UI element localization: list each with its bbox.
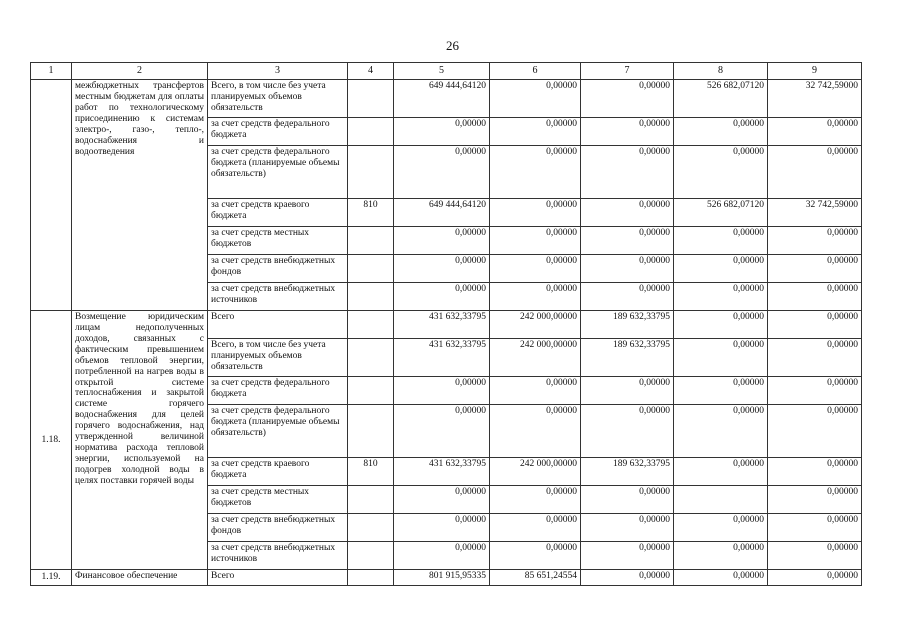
value-col-7: 0,00000 xyxy=(581,405,674,458)
column-header: 1 xyxy=(31,63,72,80)
value-col-8: 0,00000 xyxy=(674,377,768,405)
funding-source: за счет средств местных бюджетов xyxy=(208,227,348,255)
value-col-6: 0,00000 xyxy=(490,255,581,283)
funding-source: Всего xyxy=(208,311,348,339)
value-col-5: 0,00000 xyxy=(394,255,490,283)
item-description: межбюджетных трансфертов местным бюджетам для оплаты работ по технологическому присоединению к системам электро-, газо-, тепло-, водоснабжения и водоотведения xyxy=(72,80,208,311)
value-col-5: 0,00000 xyxy=(394,514,490,542)
value-col-6: 0,00000 xyxy=(490,80,581,118)
budget-code xyxy=(348,311,394,339)
value-col-6: 0,00000 xyxy=(490,514,581,542)
value-col-9: 0,00000 xyxy=(768,227,862,255)
value-col-8: 0,00000 xyxy=(674,146,768,199)
funding-source: за счет средств федерального бюджета (планируемые объемы обязательств) xyxy=(208,146,348,199)
value-col-9: 32 742,59000 xyxy=(768,199,862,227)
value-col-7: 0,00000 xyxy=(581,118,674,146)
value-col-5: 431 632,33795 xyxy=(394,339,490,377)
value-col-7: 0,00000 xyxy=(581,486,674,514)
budget-code xyxy=(348,339,394,377)
item-description: Возмещение юридическим лицам недополученных доходов, связанных с фактическим превышением объемов тепловой энергии, потребленной на нагрев воды в открытой системе теплоснабжения и закрытой системе горячего водоснабжения для целей горячего водоснабжения, над утвержденной величиной норматива расхода тепловой энергии, используемой на подогрев холодной воды в целях поставки горячей воды xyxy=(72,311,208,570)
value-col-8: 526 682,07120 xyxy=(674,80,768,118)
funding-source: за счет средств внебюджетных фондов xyxy=(208,255,348,283)
column-header: 5 xyxy=(394,63,490,80)
value-col-5: 801 915,95335 xyxy=(394,570,490,586)
value-col-5: 649 444,64120 xyxy=(394,80,490,118)
budget-code xyxy=(348,255,394,283)
budget-code xyxy=(348,283,394,311)
budget-code xyxy=(348,377,394,405)
value-col-9: 0,00000 xyxy=(768,146,862,199)
budget-table xyxy=(30,62,862,586)
value-col-8: 0,00000 xyxy=(674,458,768,486)
value-col-9: 0,00000 xyxy=(768,486,862,514)
funding-source: за счет средств внебюджетных источников xyxy=(208,283,348,311)
table-row xyxy=(31,311,862,339)
value-col-9: 0,00000 xyxy=(768,570,862,586)
value-col-9: 0,00000 xyxy=(768,542,862,570)
budget-code: 810 xyxy=(348,458,394,486)
funding-source: за счет средств внебюджетных фондов xyxy=(208,514,348,542)
value-col-9: 0,00000 xyxy=(768,283,862,311)
value-col-6: 242 000,00000 xyxy=(490,339,581,377)
value-col-5: 0,00000 xyxy=(394,486,490,514)
funding-source: за счет средств федерального бюджета xyxy=(208,118,348,146)
value-col-6: 0,00000 xyxy=(490,146,581,199)
page-number: 26 xyxy=(446,38,459,53)
item-number xyxy=(31,80,72,311)
funding-source: за счет средств федерального бюджета (планируемые объемы обязательств) xyxy=(208,405,348,458)
value-col-8: 0,00000 xyxy=(674,405,768,458)
value-col-6: 0,00000 xyxy=(490,118,581,146)
column-header: 6 xyxy=(490,63,581,80)
value-col-6: 242 000,00000 xyxy=(490,458,581,486)
value-col-8: 0,00000 xyxy=(674,570,768,586)
value-col-9: 0,00000 xyxy=(768,514,862,542)
value-col-7: 0,00000 xyxy=(581,570,674,586)
funding-source: за счет средств краевого бюджета xyxy=(208,458,348,486)
column-header: 9 xyxy=(768,63,862,80)
table-row xyxy=(31,80,862,118)
value-col-7: 189 632,33795 xyxy=(581,311,674,339)
budget-code xyxy=(348,80,394,118)
value-col-9: 0,00000 xyxy=(768,458,862,486)
value-col-8: 0,00000 xyxy=(674,227,768,255)
value-col-6: 0,00000 xyxy=(490,486,581,514)
value-col-6: 242 000,00000 xyxy=(490,311,581,339)
value-col-5: 0,00000 xyxy=(394,405,490,458)
budget-code xyxy=(348,542,394,570)
budget-code xyxy=(348,118,394,146)
value-col-5: 0,00000 xyxy=(394,283,490,311)
value-col-7: 0,00000 xyxy=(581,377,674,405)
value-col-5: 431 632,33795 xyxy=(394,458,490,486)
value-col-8: 0,00000 xyxy=(674,542,768,570)
value-col-9: 0,00000 xyxy=(768,118,862,146)
value-col-9: 0,00000 xyxy=(768,405,862,458)
item-description: Финансовое обеспечение xyxy=(72,570,208,586)
value-col-6: 0,00000 xyxy=(490,405,581,458)
value-col-7: 0,00000 xyxy=(581,199,674,227)
value-col-7: 189 632,33795 xyxy=(581,339,674,377)
column-header: 8 xyxy=(674,63,768,80)
value-col-8: 0,00000 xyxy=(674,283,768,311)
table-row xyxy=(31,570,862,586)
value-col-9: 0,00000 xyxy=(768,377,862,405)
funding-source: за счет средств внебюджетных источников xyxy=(208,542,348,570)
value-col-7: 0,00000 xyxy=(581,542,674,570)
value-col-8: 0,00000 xyxy=(674,311,768,339)
funding-source: Всего, в том числе без учета планируемых объемов обязательств xyxy=(208,339,348,377)
budget-code xyxy=(348,486,394,514)
value-col-7: 0,00000 xyxy=(581,146,674,199)
value-col-7: 0,00000 xyxy=(581,255,674,283)
value-col-7: 0,00000 xyxy=(581,227,674,255)
value-col-5: 431 632,33795 xyxy=(394,311,490,339)
value-col-5: 0,00000 xyxy=(394,377,490,405)
header-row xyxy=(31,63,862,80)
column-header: 7 xyxy=(581,63,674,80)
value-col-6: 0,00000 xyxy=(490,283,581,311)
column-header: 4 xyxy=(348,63,394,80)
value-col-8: 0,00000 xyxy=(674,514,768,542)
value-col-8: 0,00000 xyxy=(674,255,768,283)
funding-source: Всего, в том числе без учета планируемых объемов обязательств xyxy=(208,80,348,118)
value-col-6: 0,00000 xyxy=(490,199,581,227)
budget-code xyxy=(348,405,394,458)
funding-source: за счет средств местных бюджетов xyxy=(208,486,348,514)
value-col-7: 189 632,33795 xyxy=(581,458,674,486)
value-col-5: 0,00000 xyxy=(394,146,490,199)
value-col-8: 0,00000 xyxy=(674,118,768,146)
budget-code: 810 xyxy=(348,199,394,227)
value-col-9: 32 742,59000 xyxy=(768,80,862,118)
value-col-9: 0,00000 xyxy=(768,339,862,377)
column-header: 3 xyxy=(208,63,348,80)
value-col-7: 0,00000 xyxy=(581,514,674,542)
item-number: 1.18. xyxy=(31,311,72,570)
funding-source: за счет средств краевого бюджета xyxy=(208,199,348,227)
value-col-6: 0,00000 xyxy=(490,377,581,405)
value-col-5: 0,00000 xyxy=(394,542,490,570)
value-col-6: 0,00000 xyxy=(490,227,581,255)
funding-source: Всего xyxy=(208,570,348,586)
value-col-8: 0,00000 xyxy=(674,339,768,377)
value-col-5: 649 444,64120 xyxy=(394,199,490,227)
column-header: 2 xyxy=(72,63,208,80)
value-col-5: 0,00000 xyxy=(394,118,490,146)
value-col-8 xyxy=(674,486,768,514)
budget-code xyxy=(348,570,394,586)
value-col-5: 0,00000 xyxy=(394,227,490,255)
value-col-7: 0,00000 xyxy=(581,283,674,311)
item-number: 1.19. xyxy=(31,570,72,586)
value-col-8: 526 682,07120 xyxy=(674,199,768,227)
budget-code xyxy=(348,227,394,255)
value-col-9: 0,00000 xyxy=(768,255,862,283)
value-col-9: 0,00000 xyxy=(768,311,862,339)
value-col-6: 85 651,24554 xyxy=(490,570,581,586)
value-col-6: 0,00000 xyxy=(490,542,581,570)
budget-code xyxy=(348,514,394,542)
value-col-7: 0,00000 xyxy=(581,80,674,118)
funding-source: за счет средств федерального бюджета xyxy=(208,377,348,405)
budget-code xyxy=(348,146,394,199)
